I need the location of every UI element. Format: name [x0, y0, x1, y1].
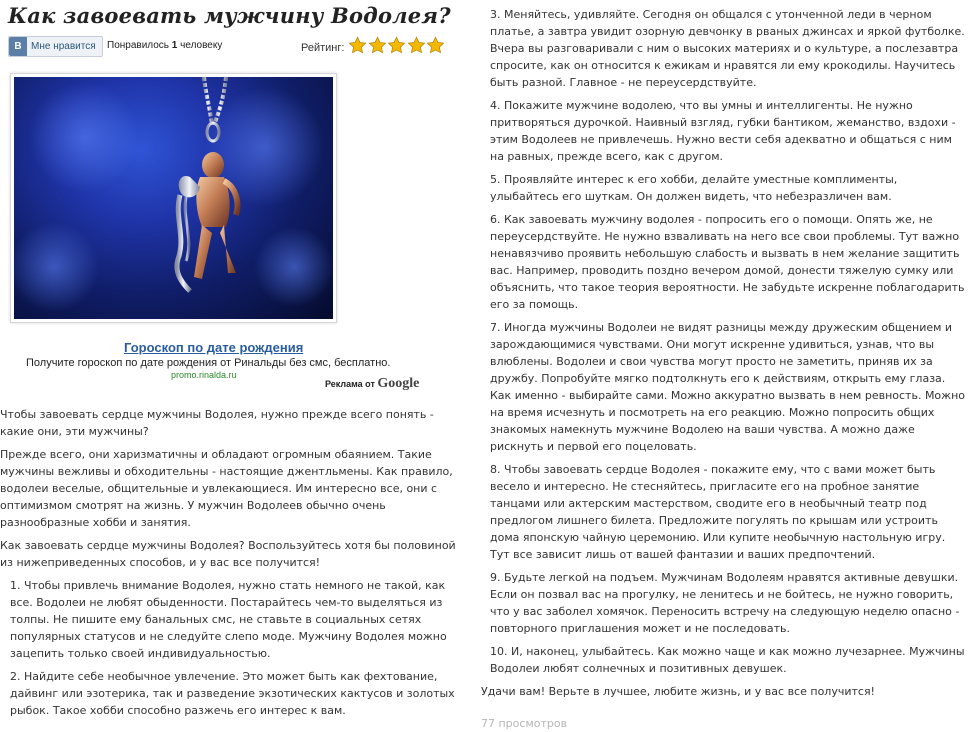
intro-paragraph: Прежде всего, они харизматичны и обладают огромным обаянием. Такие мужчины вежливы и обходительны - настоящие джентльмены. Как правило, водолеи веселые, общительные и увлекающиеся. Им интересно все, они с оптимизмом смотрят на жизнь. У мужчин Водолеев обычно очень разнообразные хобби и занятия.	[0, 448, 453, 529]
rating-stars	[348, 36, 446, 59]
rating-star-icon[interactable]	[348, 36, 367, 55]
intro-paragraph: Чтобы завоевать сердце мужчины Водолея, нужно прежде всего понять - какие они, эти мужчины?	[0, 408, 434, 438]
intro-paragraph: Как завоевать сердце мужчины Водолея? Воспользуйтесь хотя бы половиной из нижеприведенных способов, и у вас все получится!	[0, 539, 456, 569]
article-body-left	[0, 406, 462, 725]
ads-by-label: Реклама от	[325, 379, 375, 389]
aquarius-pendant-image	[14, 77, 333, 319]
rating-star-icon[interactable]	[407, 36, 426, 55]
pendant-illustration	[14, 77, 333, 319]
vk-logo-icon: B	[9, 37, 27, 56]
likes-count: 1	[171, 40, 178, 51]
ad-description: Получите гороскоп по дате рождения от Ринальды без смс, бесплатно.	[26, 357, 391, 369]
rating-star-icon[interactable]	[387, 36, 406, 55]
rating-star-icon[interactable]	[368, 36, 387, 55]
vk-like-label: Мне нравится	[31, 41, 96, 52]
tip-item: 8. Чтобы завоевать сердце Водолея - покажите ему, что с вами может быть весело и интересно. Не стесняйтесь, пригласите его на пробное занятие танцами или актерским мастерством, сводите его в необычный театр под предлогом лишнего билета. Предложите погулять по крышам или устроить дома японскую чайную церемонию. Или купите необычную настольную игру. Тут все зависит лишь от вашей фантазии и ваших предпочтений.	[490, 463, 946, 561]
article-image-frame	[10, 73, 337, 323]
article-body-right	[481, 6, 967, 732]
view-counter: 77 просмотров	[481, 717, 568, 730]
tip-item: 4. Покажите мужчине водолею, что вы умны и интеллигенты. Не нужно притворяться дурочкой. Наивный взгляд, губки бантиком, жеманство, вздохи - этим Водолеев не привлечешь. Нужно вести себя адекватно и общаться с ним на равных, прежде всего, как с другом.	[490, 99, 956, 163]
google-logo: Google	[377, 376, 420, 391]
article-title: Как завоевать мужчину Водолея?	[8, 3, 451, 28]
rating-label: Рейтинг:	[301, 41, 345, 54]
tip-item: 9. Будьте легкой на подъем. Мужчинам Водолеям нравятся активные девушки. Если он позвал вас на прогулку, не ленитесь и не бойтесь, не нужно говорить, что у вас заболел хомячок. Переносить встречу на следующую неделю опасно - повторного приглашения может и не последовать.	[490, 571, 960, 635]
closing-paragraph: Удачи вам! Верьте в лучшее, любите жизнь, и у вас все получится!	[481, 685, 875, 698]
left-column	[8, 2, 470, 60]
tip-item: 6. Как завоевать мужчину водолея - попросить его о помощи. Опять же, не переусердствуйте. Не нужно взваливать на него все свои проблемы. Тут важно ненавязчиво проявить небольшую слабость и вызвать в нем желание защитить вас. Например, проводить поздно вечером домой, донести тяжелую сумку или объяснить, что такое теория вероятности. Не забудьте искренне поблагодарить его за помощь.	[490, 213, 965, 311]
social-bar	[8, 36, 470, 60]
rating-star-icon[interactable]	[426, 36, 445, 55]
tip-item: 1. Чтобы привлечь внимание Водолея, нужно стать немного не такой, как все. Водолеи не любят обыденности. Постарайтесь чем-то выделяться из толпы. Не пишите ему банальных смс, не ставьте в социальных сетях популярных статусов и не следуйте слепо моде. Мужчину Водолея можно зацепить только своей индивидуальностью.	[10, 579, 447, 660]
tip-item: 10. И, наконец, улыбайтесь. Как можно чаще и как можно лучезарнее. Мужчины Водолеи любят солнечных и позитивных девушек.	[490, 645, 965, 675]
tip-item: 2. Найдите себе необычное увлечение. Это может быть как фехтование, дайвинг или эзотерика, так и разведение экзотических кактусов и золотых рыбок. Такое хобби способно разжечь его интерес к вам.	[10, 670, 455, 717]
ads-by-google[interactable]	[325, 376, 419, 392]
tip-item: 7. Иногда мужчины Водолеи не видят разницы между дружеским общением и зарождающимися чувствами. Они могут искренне удивиться, узнав, что вы влюблены. Водолеи и свои чувства могут просто не заметить, приняв их за дружбу. Попробуйте мягко подтолкнуть его к действиям, открыть ему глаза. Как именно - выбирайте сами. Можно аккуратно вызвать в нем ревность. Можно на время исчезнуть и посмотреть на его реакцию. Можно попросить общих знакомых намекнуть мужчине Водолею на ваши чувства. А можно даже рискнуть и первой его поцеловать.	[490, 321, 965, 453]
ad-link[interactable]: Гороскоп по дате рождения	[124, 340, 304, 355]
tip-item: 5. Проявляйте интерес к его хобби, делайте уместные комплименты, улыбайтесь его шуткам. Он должен видеть, что небезразличен вам.	[490, 173, 898, 203]
likes-suffix: человеку	[180, 40, 223, 51]
likes-prefix: Понравилось	[107, 40, 170, 51]
vk-like-button[interactable]	[8, 36, 103, 57]
rating-widget	[301, 36, 446, 59]
likes-counter	[107, 40, 222, 51]
tip-item: 3. Меняйтесь, удивляйте. Сегодня он общался с утонченной леди в черном платье, а завтра увидит озорную девчонку в рваных джинсах и яркой футболке. Вчера вы разговаривали с ним о высоких материях и о культуре, а послезавтра спросите, как он относится к ежикам и нравятся ли ему крокодилы. Научитесь быть разной. Главное - не переусердствуйте.	[490, 8, 965, 89]
ad-url[interactable]: promo.rinalda.ru	[171, 370, 237, 380]
